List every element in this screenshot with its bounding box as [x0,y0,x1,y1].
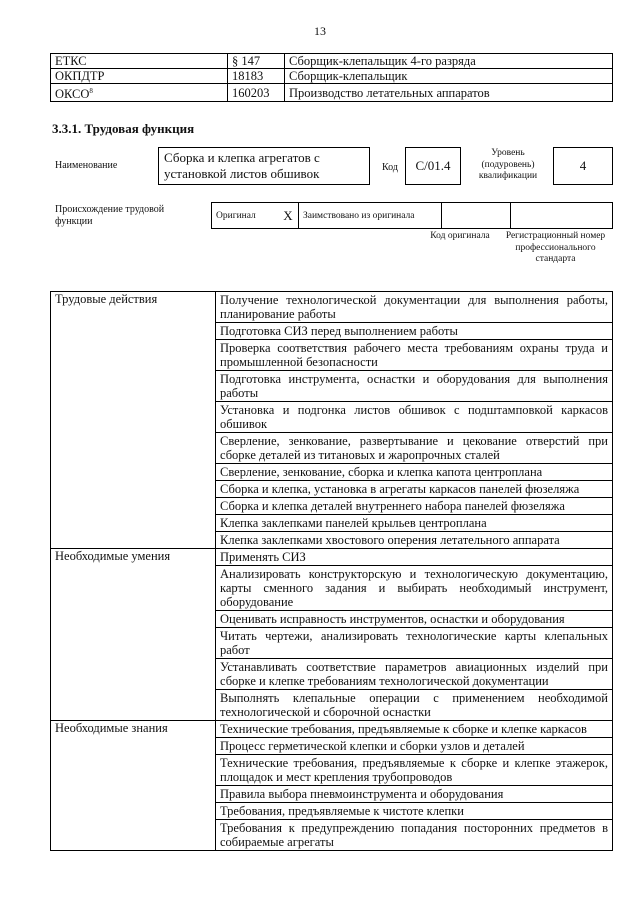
classifier-name: ОКПДТР [51,69,228,84]
classifier-title: Производство летательных аппаратов [285,84,613,102]
list-item: Сборка и клепка, установка в агрегаты каркасов панелей фюзеляжа [216,481,613,498]
list-item: Клепка заклепками панелей крыльев центроплана [216,515,613,532]
code-original-cell [442,203,511,229]
code-label: Код [382,162,398,173]
level-value: 4 [579,158,587,173]
table-row [51,54,613,69]
classifier-name: ОКСО [55,87,90,102]
list-item: Требования к предупреждению попадания посторонних предметов в собираемые агрегаты [216,820,613,851]
function-details-table [50,291,613,851]
original-label: Оригинал [212,203,279,229]
origin-table [211,202,613,229]
list-item: Устанавливать соответствие параметров авиационных изделий при сборке и клепке требованиям технологической документации [216,659,613,690]
borrowed-label: Заимствовано из оригинала [299,203,442,229]
classifier-name: ЕТКС [51,54,228,69]
reg-number-caption: Регистрационный номер профессионального стандарта [505,231,606,264]
list-item: Оценивать исправность инструментов, оснастки и оборудования [216,611,613,628]
classifier-title: Сборщик-клепальщик 4-го разряда [285,54,613,69]
classifier-code: § 147 [228,54,285,69]
name-label: Наименование [55,160,118,171]
list-item: Установка и подгонка листов обшивок с подштамповкой каркасов обшивок [216,402,613,433]
group-title: Необходимые знания [51,721,216,851]
list-item: Получение технологической документации для выполнения работы, планирование работы [216,292,613,323]
list-item: Требования, предъявляемые к чистоте клепки [216,803,613,820]
level-label: Уровень (подуровень) квалификации [478,148,538,181]
list-item: Читать чертежи, анализировать технологические карты клепальных работ [216,628,613,659]
classifier-title: Сборщик-клепальщик [285,69,613,84]
list-item: Анализировать конструкторскую и технологическую документацию, карты сменного задания и выбирать необходимый инструмент, оборудование [216,566,613,611]
list-item: Выполнять клепальные операции с применением необходимой технологической и сборочной оснастки [216,690,613,721]
reg-number-cell [511,203,613,229]
classifier-code: 160203 [228,84,285,102]
function-name-box [158,147,370,185]
footnote-marker: 8 [89,87,93,95]
group-title: Необходимые умения [51,549,216,721]
table-row [212,203,613,229]
list-item: Сверление, зенкование, развертывание и цекование отверстий при сборке деталей из титановых и жаропрочных сталей [216,433,613,464]
original-mark: Х [278,203,299,229]
list-item: Технические требования, предъявляемые к сборке и клепке каркасов [216,721,613,738]
list-item: Подготовка инструмента, оснастки и оборудования для выполнения работы [216,371,613,402]
function-code: С/01.4 [415,158,451,173]
list-item: Применять СИЗ [216,549,613,566]
function-name: Сборка и клепка агрегатов с установкой листов обшивок [164,150,320,181]
list-item: Проверка соответствия рабочего места требованиям охраны труда и промышленной безопасности [216,340,613,371]
table-row [51,292,613,323]
level-box [553,147,613,185]
table-row [51,69,613,84]
group-title: Трудовые действия [51,292,216,549]
origin-label: Происхождение трудовой функции [55,204,165,227]
section-title: 3.3.1. Трудовая функция [52,121,195,136]
page-number: 13 [314,24,326,38]
classifier-codes-table [50,53,613,102]
table-row [51,84,613,102]
list-item: Сверление, зенкование, сборка и клепка капота центроплана [216,464,613,481]
classifier-code: 18183 [228,69,285,84]
function-code-box [405,147,461,185]
list-item: Технические требования, предъявляемые к сборке и клепке этажерок, площадок и мест крепления трубопроводов [216,755,613,786]
list-item: Подготовка СИЗ перед выполнением работы [216,323,613,340]
code-original-caption: Код оригинала [430,231,490,241]
list-item: Сборка и клепка деталей внутреннего набора панелей фюзеляжа [216,498,613,515]
table-row [51,721,613,738]
classifier-name-cell [51,84,228,102]
table-row [51,549,613,566]
list-item: Правила выбора пневмоинструмента и оборудования [216,786,613,803]
list-item: Клепка заклепками хвостового оперения летательного аппарата [216,532,613,549]
list-item: Процесс герметической клепки и сборки узлов и деталей [216,738,613,755]
